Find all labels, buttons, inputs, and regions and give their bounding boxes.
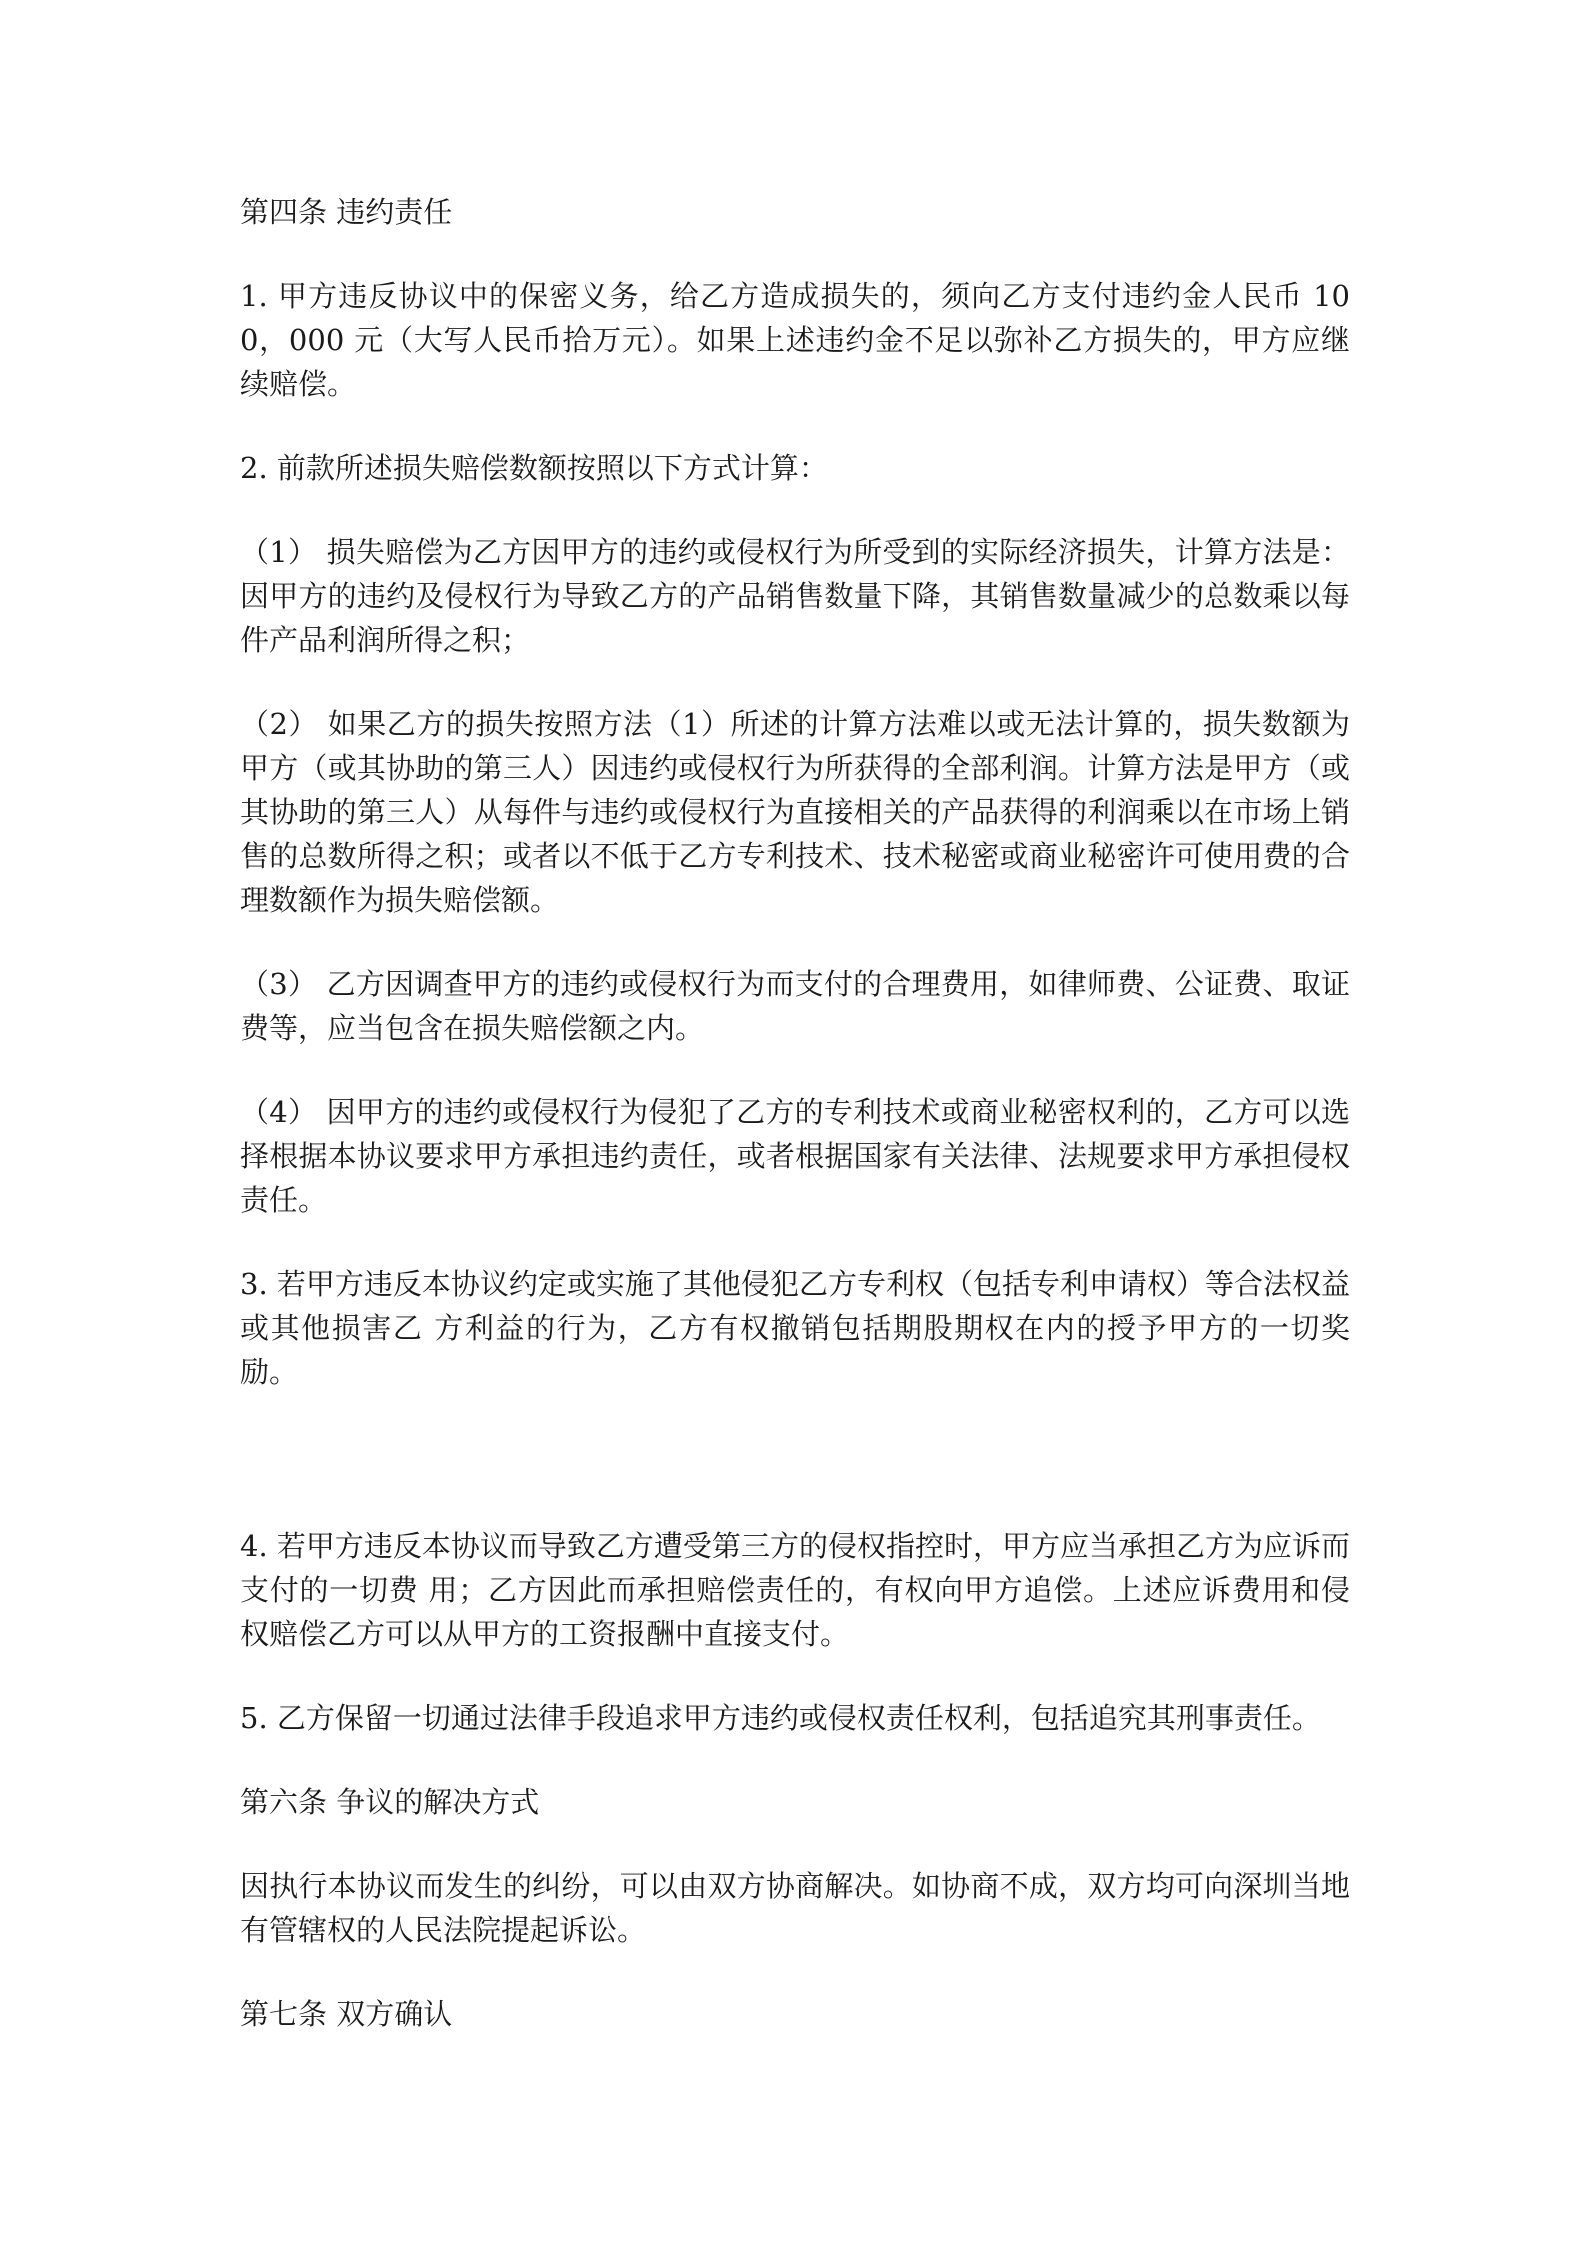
clause-3: 3. 若甲方违反本协议约定或实施了其他侵犯乙方专利权（包括专利申请权）等合法权益或其他损害乙 方利益的行为，乙方有权撤销包括期股期权在内的授予甲方的一切奖励。	[240, 1267, 1350, 1389]
clause-2: 2. 前款所述损失赔偿数额按照以下方式计算：	[240, 451, 828, 485]
clause-2-item-4: （4） 因甲方的违约或侵权行为侵犯了乙方的专利技术或商业秘密权利的，乙方可以选择根据本协议要求甲方承担违约责任，或者根据国家有关法律、法规要求甲方承担侵权责任。	[240, 1095, 1350, 1217]
article-6-heading: 第六条 争议的解决方式	[240, 1785, 540, 1819]
clause-1: 1. 甲方违反协议中的保密义务，给乙方造成损失的，须向乙方支付违约金人民币 100，000 元（大写人民币拾万元）。如果上述违约金不足以弥补乙方损失的，甲方应继续赔偿。	[240, 279, 1350, 401]
clause-2-item-1: （1） 损失赔偿为乙方因甲方的违约或侵权行为所受到的实际经济损失，计算方法是：因甲方的违约及侵权行为导致乙方的产品销售数量下降，其销售数量减少的总数乘以每件产品利润所得之积；	[240, 535, 1350, 657]
article-4-heading: 第四条 违约责任	[240, 195, 453, 229]
clause-4: 4. 若甲方违反本协议而导致乙方遭受第三方的侵权指控时，甲方应当承担乙方为应诉而支付的一切费 用；乙方因此而承担赔偿责任的，有权向甲方追偿。上述应诉费用和侵权赔偿乙方可以从甲方的工资报酬中直接支付。	[240, 1529, 1350, 1651]
article-6-body: 因执行本协议而发生的纠纷，可以由双方协商解决。如协商不成，双方均可向深圳当地有管辖权的人民法院提起诉讼。	[240, 1869, 1350, 1947]
clause-2-item-2: （2） 如果乙方的损失按照方法（1）所述的计算方法难以或无法计算的，损失数额为甲方（或其协助的第三人）因违约或侵权行为所获得的全部利润。计算方法是甲方（或其协助的第三人）从每件与违约或侵权行为直接相关的产品获得的利润乘以在市场上销售的总数所得之积；或者以不低于乙方专利技术、技术秘密或商业秘密许可使用费的合理数额作为损失赔偿额。	[240, 707, 1350, 917]
clause-5: 5. 乙方保留一切通过法律手段追求甲方违约或侵权责任权利，包括追究其刑事责任。	[240, 1701, 1321, 1735]
clause-2-item-3: （3） 乙方因调查甲方的违约或侵权行为而支付的合理费用，如律师费、公证费、取证费等，应当包含在损失赔偿额之内。	[240, 967, 1350, 1045]
document-page	[240, 190, 1350, 2036]
article-7-heading: 第七条 双方确认	[240, 1997, 453, 2031]
